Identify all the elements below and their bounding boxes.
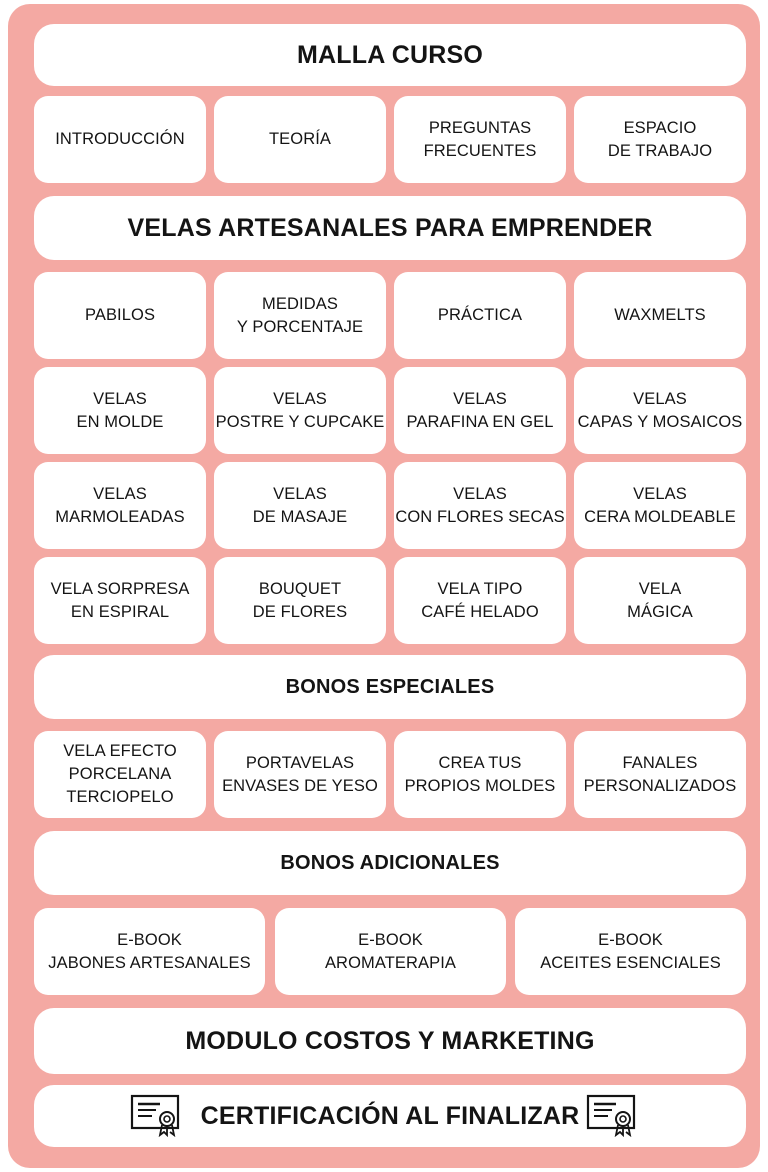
module-line: TERCIOPELO [66, 788, 174, 806]
module-velas-masaje [214, 462, 386, 549]
module-velas-en-molde [34, 367, 206, 454]
module-line: BOUQUET [258, 579, 342, 598]
module-line: DE MASAJE [252, 507, 348, 526]
module-line: E-BOOK [117, 930, 182, 949]
module-practica [394, 272, 566, 359]
module-line: ENVASES DE YESO [222, 776, 378, 795]
module-velas-flores-secas [394, 462, 566, 549]
bono-vela-porcelana [34, 731, 206, 818]
module-line: CERA MOLDEABLE [584, 507, 736, 526]
module-line: VELAS [453, 389, 507, 408]
module-preguntas-frecuentes [394, 96, 566, 183]
header-malla-curso [34, 24, 746, 86]
module-line: MARMOLEADAS [55, 507, 185, 526]
module-line: VELAS [93, 389, 147, 408]
module-line: VELA TIPO [437, 579, 523, 598]
section-title: MODULO COSTOS Y MARKETING [185, 1026, 595, 1055]
module-vela-sorpresa [34, 557, 206, 644]
module-line: PABILOS [84, 306, 156, 324]
module-line: ACEITES ESENCIALES [540, 953, 721, 972]
module-waxmelts [574, 272, 746, 359]
module-vela-magica [574, 557, 746, 644]
module-line: AROMATERAPIA [324, 953, 457, 972]
module-line: PORCELANA [68, 765, 172, 783]
module-line: CAFÉ HELADO [421, 602, 539, 621]
module-line: POSTRE Y CUPCAKE [215, 412, 385, 431]
module-line: E-BOOK [358, 930, 423, 949]
bono-fanales [574, 731, 746, 818]
certification-bar [34, 1085, 746, 1147]
module-line: PORTAVELAS [245, 753, 355, 772]
bono-crea-moldes [394, 731, 566, 818]
module-line: INTRODUCCIÓN [55, 130, 185, 148]
module-line: MÁGICA [627, 602, 693, 621]
module-line: CAPAS Y MOSAICOS [577, 412, 743, 431]
section-header-bonos-adicionales [34, 831, 746, 895]
module-line: PERSONALIZADOS [583, 776, 737, 795]
ebook-aromaterapia [275, 908, 506, 995]
header-title: MALLA CURSO [297, 40, 483, 69]
module-line: VELA SORPRESA [50, 579, 190, 598]
module-vela-cafe-helado [394, 557, 566, 644]
section-title: CERTIFICACIÓN AL FINALIZAR [200, 1101, 580, 1130]
module-line: VELAS [273, 389, 327, 408]
module-line: PRÁCTICA [437, 306, 523, 324]
ebook-jabones [34, 908, 265, 995]
section-title: VELAS ARTESANALES PARA EMPRENDER [127, 213, 653, 242]
module-medidas [214, 272, 386, 359]
module-line: CON FLORES SECAS [395, 507, 565, 526]
module-line: VELAS [453, 484, 507, 503]
module-line: PREGUNTAS [428, 118, 532, 137]
module-line: ESPACIO [623, 118, 697, 137]
module-line: WAXMELTS [614, 306, 706, 324]
module-line: MEDIDAS [262, 294, 338, 313]
module-pabilos [34, 272, 206, 359]
certificate-icon [130, 1093, 180, 1137]
module-line: VELA EFECTO [63, 742, 177, 760]
certificate-icon [586, 1093, 636, 1137]
section-header-bonos-especiales [34, 655, 746, 719]
module-line: EN MOLDE [76, 412, 164, 431]
module-line: DE FLORES [252, 602, 348, 621]
section-header-velas [34, 196, 746, 260]
section-title: BONOS ESPECIALES [285, 675, 495, 698]
bono-portavelas [214, 731, 386, 818]
module-line: FANALES [622, 753, 698, 772]
module-line: VELA [638, 579, 682, 598]
module-line: VELAS [273, 484, 327, 503]
module-costos-marketing [34, 1008, 746, 1074]
module-bouquet [214, 557, 386, 644]
module-line: E-BOOK [598, 930, 663, 949]
module-velas-marmoleadas [34, 462, 206, 549]
module-line: PARAFINA EN GEL [406, 412, 554, 431]
module-line: VELAS [93, 484, 147, 503]
module-line: VELAS [633, 484, 687, 503]
module-velas-cera-moldeable [574, 462, 746, 549]
ebook-aceites [515, 908, 746, 995]
module-line: PROPIOS MOLDES [404, 776, 556, 795]
module-line: CREA TUS [438, 753, 522, 772]
module-velas-capas [574, 367, 746, 454]
module-line: JABONES ARTESANALES [48, 953, 251, 972]
module-teoria [214, 96, 386, 183]
module-velas-parafina [394, 367, 566, 454]
module-line: FRECUENTES [423, 141, 537, 160]
module-line: DE TRABAJO [607, 141, 713, 160]
module-velas-postre [214, 367, 386, 454]
module-espacio-de-trabajo [574, 96, 746, 183]
module-introduccion [34, 96, 206, 183]
module-line: Y PORCENTAJE [236, 317, 364, 336]
module-line: EN ESPIRAL [70, 602, 170, 621]
module-line: TEORÍA [268, 130, 332, 148]
section-title: BONOS ADICIONALES [280, 851, 500, 874]
module-line: VELAS [633, 389, 687, 408]
